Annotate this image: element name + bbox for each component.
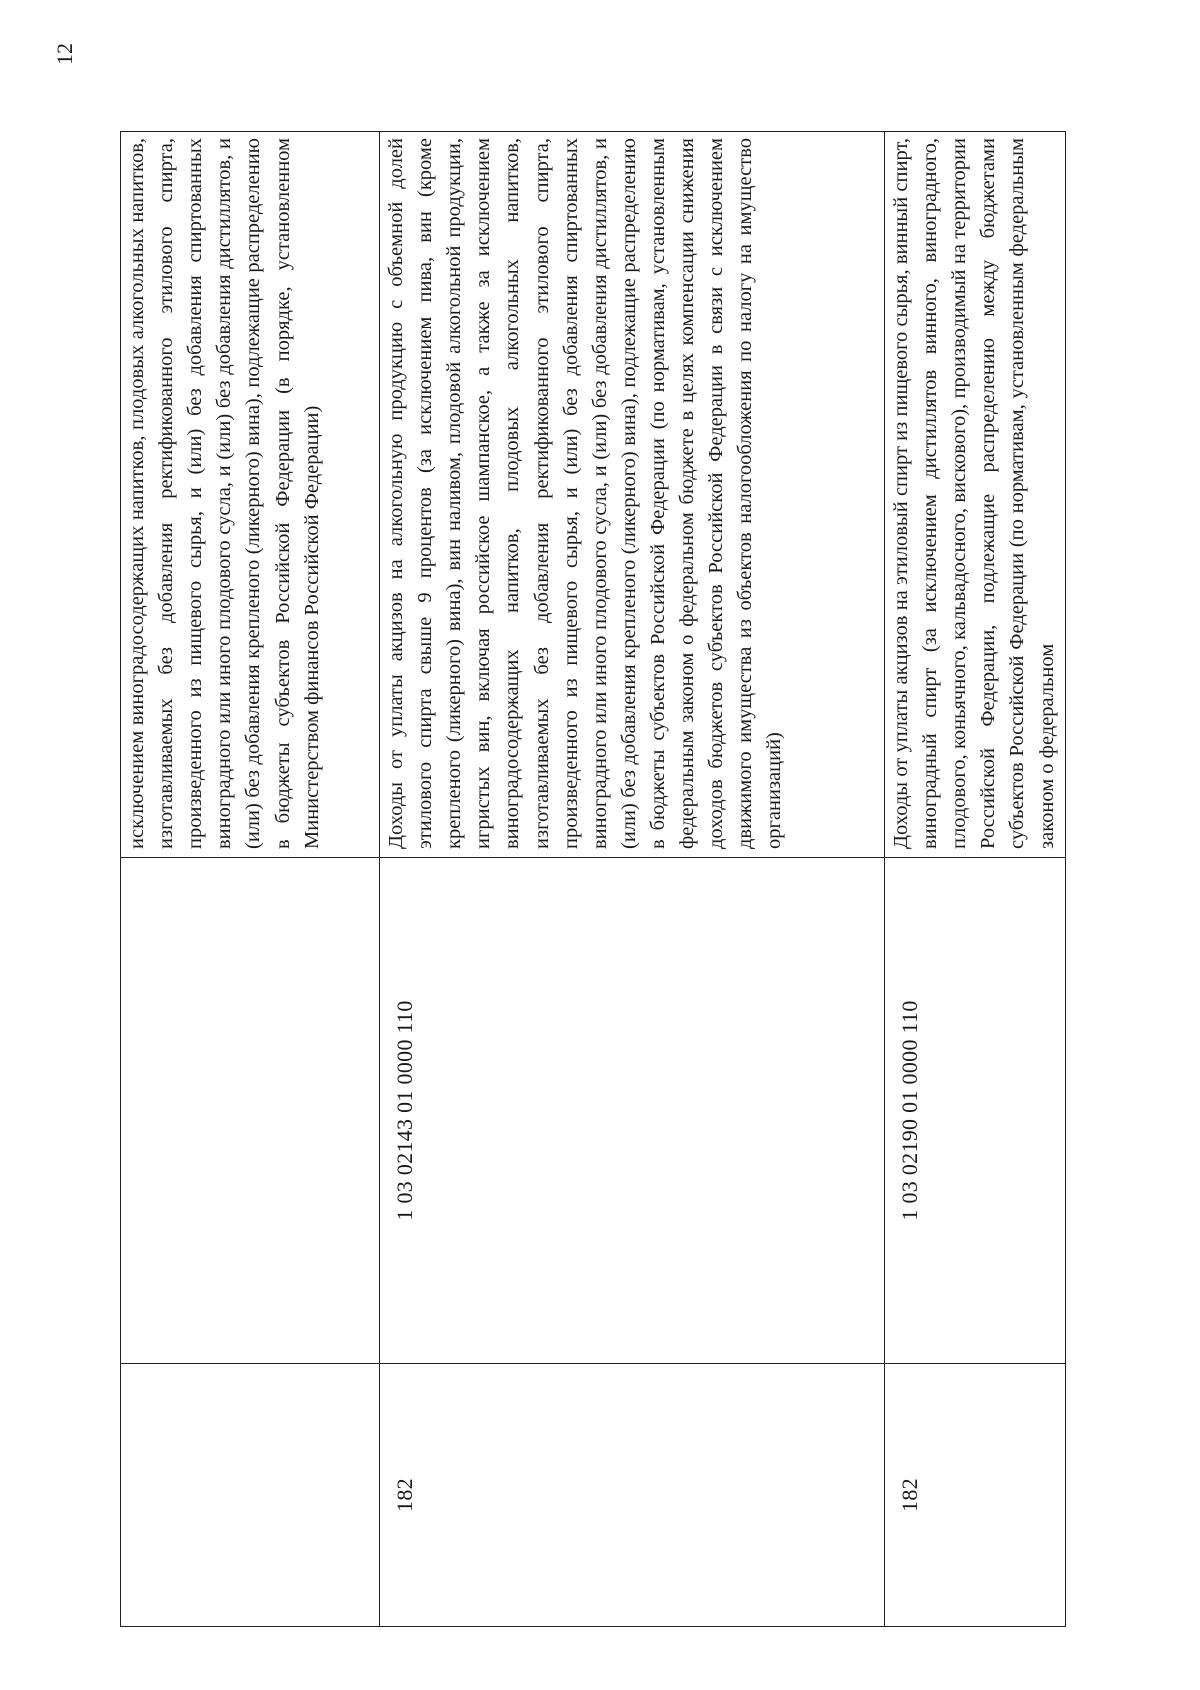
kbk-code-cell: 1 03 02190 01 0000 110 <box>885 858 1066 1364</box>
rotated-page <box>0 43 1200 1690</box>
admin-code-cell: 182 <box>885 1364 1066 1627</box>
revenue-classification-table <box>120 131 1066 1627</box>
description-cell: Доходы от уплаты акцизов на алкогольную продукцию с объемной долей этилового спирта свыше 9 процентов (за исключением пива, вин (кроме крепленого (ликерного) вина), вин наливом, плодовой алкогольной продукции, игристых вин, включая российское шампанское, а также за исключением виноградосодержащих напитков, плодовых алкогольных напитков, изготавливаемых без добавления ректификованного этилового спирта, произведенного из пищевого сырья, и (или) без добавления спиртованных виноградного или иного плодового сусла, и (или) без добавления дистиллятов, и (или) без добавления крепленого (ликерного) вина), подлежащие распределению в бюджеты субъектов Российской Федерации (по нормативам, установленным федеральным законом о федеральном бюджете в целях компенсации снижения доходов бюджетов субъектов Российской Федерации в связи с исключением движимого имущества из объектов налогообложения по налогу на имущество организаций) <box>380 132 885 858</box>
table-row <box>121 132 380 1627</box>
table-row <box>885 132 1066 1627</box>
description-cell: Доходы от уплаты акцизов на этиловый спирт из пищевого сырья, винный спирт, виноградный спирт (за исключением дистиллятов винного, виноградного, плодового, коньячного, кальвадосного, вискового), производимый на территории Российской Федерации, подлежащие распределению между бюджетами субъектов Российской Федерации (по нормативам, установленным федеральным законом о федеральном <box>885 132 1066 858</box>
page-number: 12 <box>52 43 77 65</box>
admin-code-cell <box>121 1364 380 1627</box>
admin-code-cell: 182 <box>380 1364 885 1627</box>
description-cell: исключением виноградосодержащих напитков, плодовых алкогольных напитков, изготавливаемых без добавления ректификованного этилового спирта, произведенного из пищевого сырья, и (или) без добавления спиртованных виноградного или иного плодового сусла, и (или) без добавления дистиллятов, и (или) без добавления крепленого (ликерного) вина), подлежащие распределению в бюджеты субъектов Российской Федерации (в порядке, установленном Министерством финансов Российской Федерации) <box>121 132 380 858</box>
table-row <box>380 132 885 1627</box>
kbk-code-cell: 1 03 02143 01 0000 110 <box>380 858 885 1364</box>
kbk-code-cell <box>121 858 380 1364</box>
